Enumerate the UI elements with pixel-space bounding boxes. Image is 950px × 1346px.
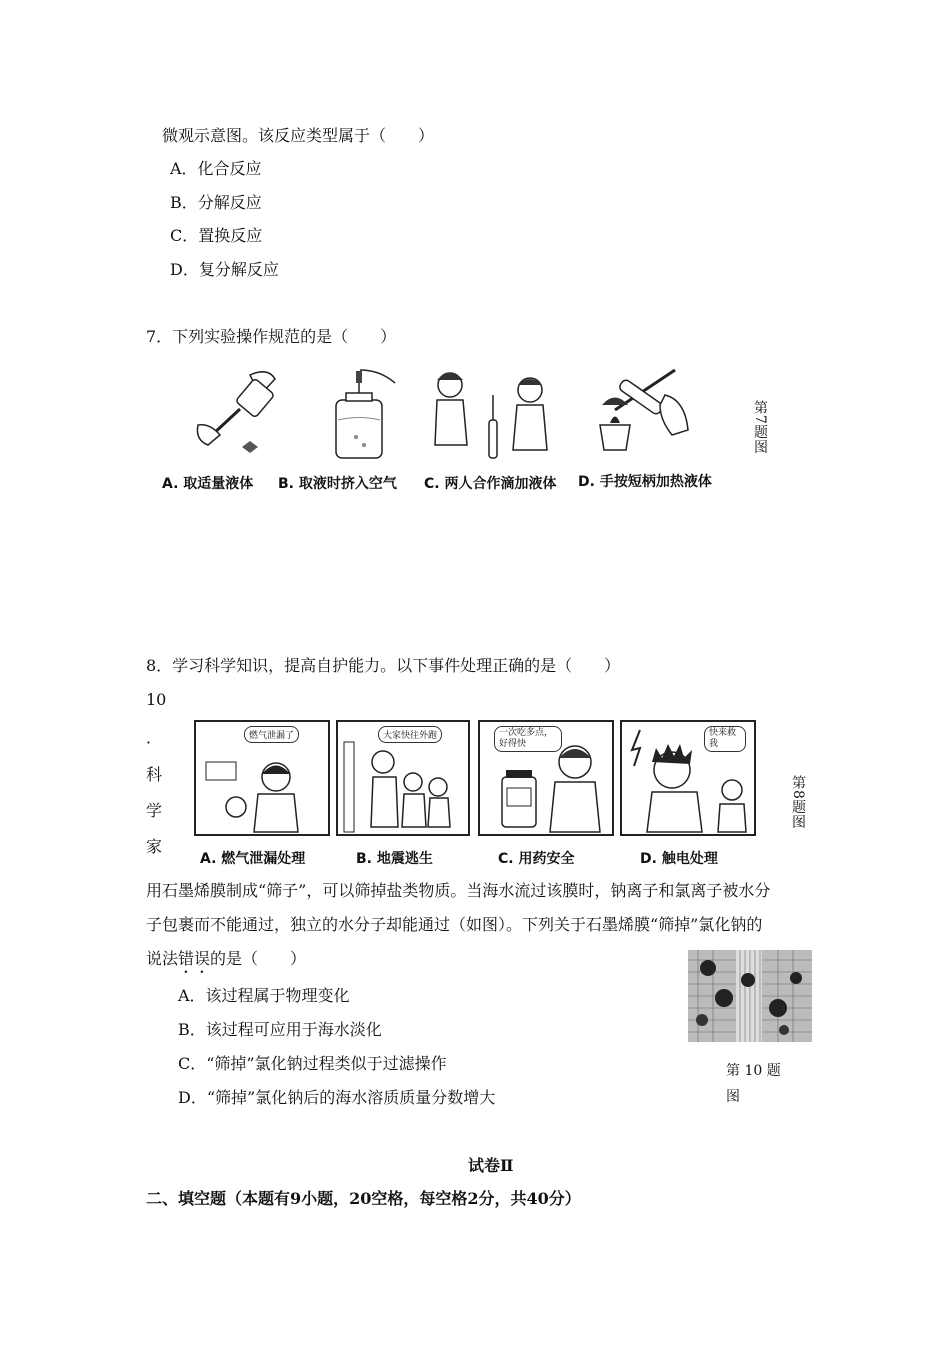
q7-illustration-b [320,365,400,465]
q7-illustration-d [580,365,700,465]
q8-bubble-c: 一次吃多点，好得快 [494,726,562,752]
q10-num-3: 科 [146,765,163,784]
q10-emphasis: 错误 [178,949,211,968]
q6-option-d: D．复分解反应 [170,260,279,279]
q8-figure-label: 第8题图 [790,775,806,830]
q8-caption-b: B. 地震逃生 [356,851,433,867]
q8-panel-a [194,720,330,836]
section-heading: 二、填空题（本题有9小题，20空格，每空格2分，共40分） [146,1189,581,1208]
q7-illustration-c [425,365,555,465]
q10-option-c: C．“筛掉”氯化钠过程类似于过滤操作 [178,1054,447,1073]
q10-stem-line1: 用石墨烯膜制成“筛子”，可以筛掉盐类物质。当海水流过该膜时，钠离子和氯离子被水分 [146,881,771,900]
q10-option-d: D．“筛掉”氯化钠后的海水溶质质量分数增大 [178,1088,496,1107]
q8-bubble-d: 快来救我 [704,726,746,752]
q10-num-4: 学 [146,801,163,820]
q8-caption-d: D. 触电处理 [640,851,718,867]
q10-graphene-image [688,950,812,1042]
q10-num-5: 家 [146,837,163,856]
q8-caption-c: C. 用药安全 [498,851,575,867]
q7-caption-b: B. 取液时挤入空气 [278,476,397,492]
q10-figure-label-1: 第 10 题 [726,1063,781,1079]
q8-panel-d [620,720,756,836]
q8-stem: 8．学习科学知识，提高自护能力。以下事件处理正确的是（ ） [146,656,621,675]
q6-stem-tail: 微观示意图。该反应类型属于（ ） [162,126,435,145]
q6-option-c: C．置换反应 [170,226,263,245]
q7-illustration-a [190,365,280,460]
q7-stem: 7．下列实验操作规范的是（ ） [146,327,397,346]
q10-figure-label-2: 图 [726,1089,740,1105]
q8-panel-c [478,720,614,836]
q8-caption-a: A. 燃气泄漏处理 [200,851,306,867]
q7-caption-a: A. 取适量液体 [162,476,254,492]
q6-option-a: A．化合反应 [170,159,262,178]
q8-bubble-a: 燃气泄漏了 [244,726,299,743]
q8-bubble-b: 大家快往外跑 [378,726,442,743]
q10-option-a: A．该过程属于物理变化 [178,986,350,1005]
q10-option-b: B．该过程可应用于海水淡化 [178,1020,382,1039]
q7-caption-d: D. 手按短柄加热液体 [578,474,712,490]
q6-option-b: B．分解反应 [170,193,262,212]
q8-panel-b [336,720,470,836]
q10-stem-line2: 子包裹而不能通过，独立的水分子却能通过（如图）。下列关于石墨烯膜“筛掉”氯化钠的 [146,915,763,934]
q10-num-1: 10 [146,690,167,709]
q8-figure [192,716,762,868]
q10-stem-line3: 说法错误的是（ ） [146,949,307,968]
q7-caption-c: C. 两人合作滴加液体 [424,476,557,492]
q7-figure [160,365,720,495]
q7-figure-label: 第7题图 [752,400,768,455]
q10-num-2: ． [146,728,163,747]
section-title: 试卷Ⅱ [468,1156,514,1175]
